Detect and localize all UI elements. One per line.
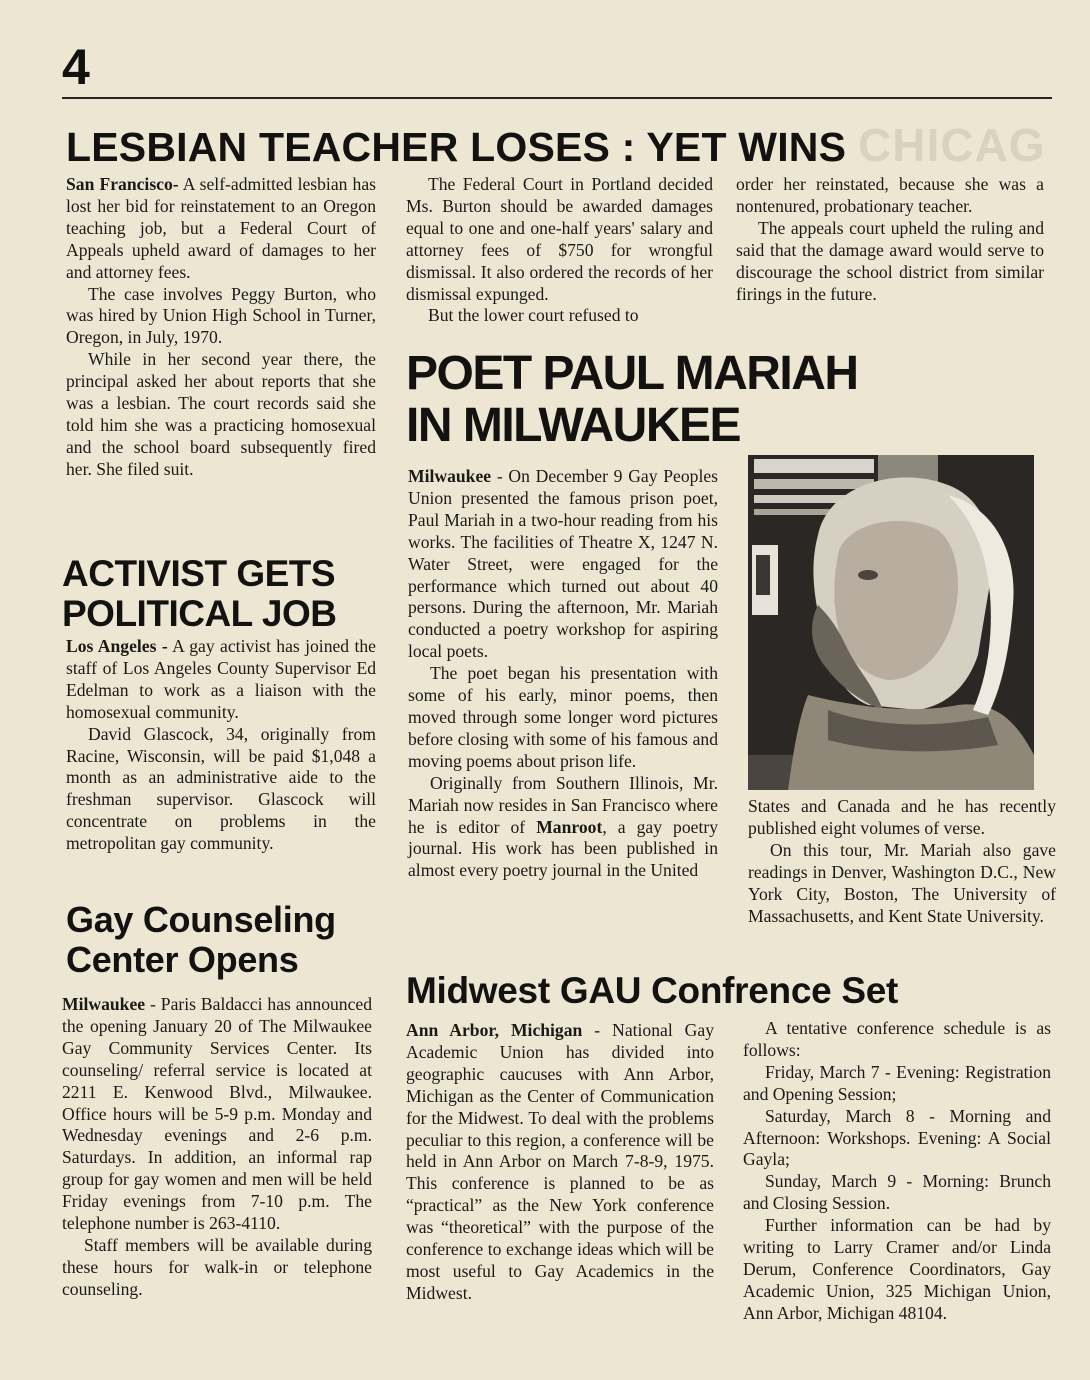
dateline: San Francisco- xyxy=(66,174,179,194)
midwest-paragraph-3: Friday, March 7 - Evening: Registration and Opening Session; xyxy=(743,1061,1051,1104)
midwest-paragraph-2: A tentative conference schedule is as follows: xyxy=(743,1018,1051,1060)
poet-paragraph-2: The poet began his presentation with some of his early, minor poems, then moved through some longer word pictures before closing with some of his famous and moving poems about prison life. xyxy=(408,663,718,771)
bleed-through-text: CHICAG xyxy=(858,119,1046,171)
midwest-paragraph-1: Ann Arbor, Michigan - National Gay Academic Union has divided into geographic caucuses with Ann Arbor, Michigan as the Center of Communication for the Midwest. To deal with the problems peculiar to this region, a conference will be held in Ann Arbor on March 7-8-9, 1975. This conference is planned to be as “practical” as the New York conference was “theoretical” with the purpose of the conference to exchange ideas which will be most useful to Gay Academics in the Midwest. xyxy=(406,1020,714,1303)
activist-column xyxy=(66,636,376,855)
paul-mariah-photo xyxy=(748,455,1034,790)
dateline: Milwaukee xyxy=(62,994,146,1014)
headline-counseling: Gay Counseling Center Opens xyxy=(66,899,336,980)
counseling-column xyxy=(62,994,372,1301)
portrait-image xyxy=(748,455,1034,790)
lesbian-paragraph-6: order her reinstated, because she was a nontenured, probationary teacher. xyxy=(736,174,1044,216)
publication-name: Manroot xyxy=(536,816,603,837)
page-number: 4 xyxy=(62,39,90,95)
poet-paragraph-5: On this tour, Mr. Mariah also gave readings in Denver, Washington D.C., New York City, Boston, The University of Massachusetts, and Kent State University. xyxy=(748,839,1056,926)
headline-midwest: Midwest GAU Confrence Set xyxy=(406,970,899,1011)
dateline: Los Angeles - xyxy=(66,636,168,656)
headline-lesbian-teacher: LESBIAN TEACHER LOSES : YET WINS xyxy=(66,124,847,170)
midwest-column-2 xyxy=(743,1018,1051,1325)
top-rule xyxy=(62,97,1052,99)
headline-activist: ACTIVIST GETS POLITICAL JOB xyxy=(62,553,337,634)
poet-paragraph-3: Originally from Southern Illinois, Mr. Mariah now resides in San Francisco where he is editor of Manroot, a gay poetry journal. His work has been published in almost every poetry journal in the United xyxy=(408,772,718,881)
midwest-column-1 xyxy=(406,1020,714,1305)
midwest-paragraph-6: Further information can be had by writing to Larry Cramer and/or Linda Derum, Conference Coordinators, Gay Academic Union, 325 Michigan Union, Ann Arbor, Michigan 48104. xyxy=(743,1215,1051,1323)
lesbian-paragraph-3: While in her second year there, the principal asked her about reports that she was a lesbian. The court records said she told him she was a practicing homosexual and the school board subsequently fired her. She filed suit. xyxy=(66,349,376,479)
lesbian-paragraph-1: San Francisco- A self-admitted lesbian has lost her bid for reinstatement to an Oregon teaching job, but a Federal Court of Appeals upheld award of damages to her and attorney fees. xyxy=(66,174,376,282)
lesbian-column-3 xyxy=(736,174,1044,305)
counseling-paragraph-1: Milwaukee - Paris Baldacci has announced the opening January 20 of The Milwaukee Gay Community Services Center. Its counseling/ referral service is located at 2211 E. Kenwood Blvd., Milwaukee. Office hours will be 5-9 p.m. Monday and Wednesday evenings and 2-6 p.m. Saturdays. In addition, an informal rap group for gay women and men will be held Friday evenings from 7-10 p.m. The telephone number is 263-4110. xyxy=(62,994,372,1234)
lesbian-paragraph-4: The Federal Court in Portland decided Ms. Burton should be awarded damages equal to one and one-half years' salary and attorney fees of $750 for wrongful dismissal. It also ordered the records of her dismissal expunged. xyxy=(406,174,713,304)
lesbian-paragraph-2: The case involves Peggy Burton, who was hired by Union High School in Turner, Oregon, in July, 1970. xyxy=(66,283,376,348)
poet-column-1 xyxy=(408,466,718,882)
activist-paragraph-1: Los Angeles - A gay activist has joined the staff of Los Angeles County Supervisor Ed Edelman to work as a liaison with the homosexual community. xyxy=(66,636,376,722)
midwest-paragraph-4: Saturday, March 8 - Morning and Afternoon: Workshops. Evening: A Social Gayla; xyxy=(743,1105,1051,1170)
dateline: Ann Arbor, Michigan xyxy=(406,1020,583,1040)
headline-poet: POET PAUL MARIAH IN MILWAUKEE xyxy=(406,347,858,452)
lesbian-column-1 xyxy=(66,174,376,481)
activist-paragraph-2: David Glascock, 34, originally from Racine, Wisconsin, will be paid $1,048 a month as an administrative aide to the freshman supervisor. Glascock will concentrate on problems in the metropolitan gay community. xyxy=(66,723,376,854)
poet-paragraph-4: States and Canada and he has recently published eight volumes of verse. xyxy=(748,796,1056,838)
midwest-paragraph-5: Sunday, March 9 - Morning: Brunch and Closing Session. xyxy=(743,1171,1051,1214)
lesbian-column-2 xyxy=(406,174,713,327)
counseling-paragraph-2: Staff members will be available during these hours for walk-in or telephone counseling. xyxy=(62,1234,372,1299)
lesbian-paragraph-7: The appeals court upheld the ruling and said that the damage award would serve to discourage the school district from similar firings in the future. xyxy=(736,217,1044,304)
poet-column-2 xyxy=(748,796,1056,927)
poet-paragraph-1: Milwaukee - On December 9 Gay Peoples Union presented the famous prison poet, Paul Mariah in a two-hour reading from his works. The facilities of Theatre X, 1247 N. Water Street, were engaged for the performance which turned out about 40 persons. During the afternoon, Mr. Mariah conducted a poetry workshop for aspiring local poets. xyxy=(408,466,718,662)
lesbian-paragraph-5: But the lower court refused to xyxy=(428,305,639,326)
dateline: Milwaukee xyxy=(408,466,492,486)
